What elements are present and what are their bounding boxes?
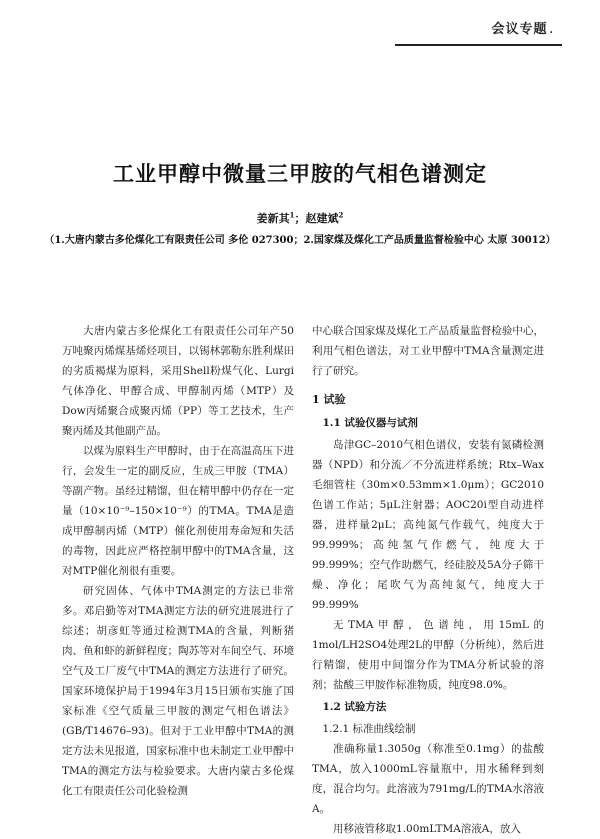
author-1: 姜新其 [256, 212, 290, 225]
intro-paragraph-2: 以煤为原料生产甲醇时，由于在高温高压下进行，会发生一定的副反应，生成三甲胺（TMA）等副产物。虽经过精馏，但在精甲醇中仍存在一定量（10×10⁻⁹–150×10⁻⁹）的TMA。TMA是造成甲醇制丙烯（MTP）催化剂使用寿命短和失活的毒物，因此应严格控制甲醇中的TMA含量，这对MTP催化剂很有重要。 [62, 445, 294, 577]
author-2-affil-mark: 2 [338, 210, 344, 220]
header-rule [395, 44, 562, 46]
affiliation-line: （1.大唐内蒙古多伦煤化工有限责任公司 多伦 027300；2.国家煤及煤化工产品质量监督检验中心 太原 30012） [44, 235, 556, 246]
subsection-heading-method: 1.2 试验方法 [322, 701, 387, 713]
author-1-affil-mark: 1 [289, 210, 295, 220]
article-title: 工业甲醇中微量三甲胺的气相色谱测定 [113, 161, 487, 186]
calibration-paragraph: 准确称量1.3050g（称准至0.1mg）的盐酸TMA，放入1000mL容量瓶中，用水稀释到刻度，混合均匀。此溶液为791mg/L的TMA水溶液A。 [312, 743, 544, 815]
intro-paragraph-3: 研究固体、气体中TMA测定的方法已非常多。邓启勤等对TMA测定方法的研究进展进行了综述；胡彦虹等通过检测TMA的含量，判断猪肉、鱼和虾的新鲜程度；陶苏等对车间空气、环境空气及工厂废气中TMA的测定方法进行了研究。国家环境保护局于1994年3月15日颁布实施了国家标准《空气质量三甲胺的测定气相色谱法》(GB/T14676–93)。但对于工业甲醇中TMA的测定方法未见报道，国家标准中也未制定工业甲醇中TMA的测定方法与检验要求。大唐内蒙古多伦煤化工有限责任公司化验检测 [62, 585, 294, 797]
reagents-paragraph: 无TMA甲醇，色谱纯，用15mL的1mol/LH2SO4处理2L的甲醇（分析纯），然后进行精馏，使用中间馏分作为TMA分析试验的溶剂；盐酸三甲胺作标准物质，纯度98.0%。 [312, 619, 544, 691]
subsection-heading-instruments: 1.1 试验仪器与试剂 [322, 417, 418, 429]
left-column [62, 321, 294, 801]
right-column [312, 321, 544, 839]
intro-paragraph-1: 大唐内蒙古多伦煤化工有限责任公司年产50万吨聚丙烯煤基烯烃项目，以锡林郭勒东胜利煤田的劣质褐煤为原料，采用Shell粉煤气化、Lurgi气体净化、甲醇合成、甲醇制丙烯（MTP）及Dow丙烯聚合成聚丙烯（PP）等工艺技术，生产聚丙烯及其他副产品。 [62, 325, 294, 437]
section-tag-dot: . [549, 25, 554, 36]
author-separator: ； [294, 212, 306, 225]
pipette-paragraph: 用移液管移取1.00mLTMA溶液A，放入 [333, 823, 521, 835]
subsubsection-heading-calibration: 1.2.1 标准曲线绘制 [322, 723, 416, 735]
instruments-paragraph: 岛津GC–2010气相色谱仪，安装有氮磷检测器（NPD）和分流／不分流进样系统；Rtx–Wax毛细管柱（30m×0.53mm×1.0μm）；GC2010色谱工作站；5μL注射器；AOC20i型自动进样器，进样量2μL；高纯氮气作载气，纯度大于99.999%；高纯氢气作燃气，纯度大于99.999%；空气作助燃气，经硅胶及5A分子筛干燥、净化；尾吹气为高纯氮气，纯度大于99.999% [312, 439, 544, 611]
section-tag [492, 18, 555, 37]
section-heading-experiment: 1 试验 [312, 393, 346, 406]
section-tag-text: 会议专题 [491, 22, 548, 37]
author-line [0, 210, 600, 226]
intro-paragraph-continued: 中心联合国家煤及煤化工产品质量监督检验中心，利用气相色谱法，对工业甲醇中TMA含量测定进行了研究。 [312, 325, 544, 377]
author-2: 赵建斌 [305, 212, 339, 225]
